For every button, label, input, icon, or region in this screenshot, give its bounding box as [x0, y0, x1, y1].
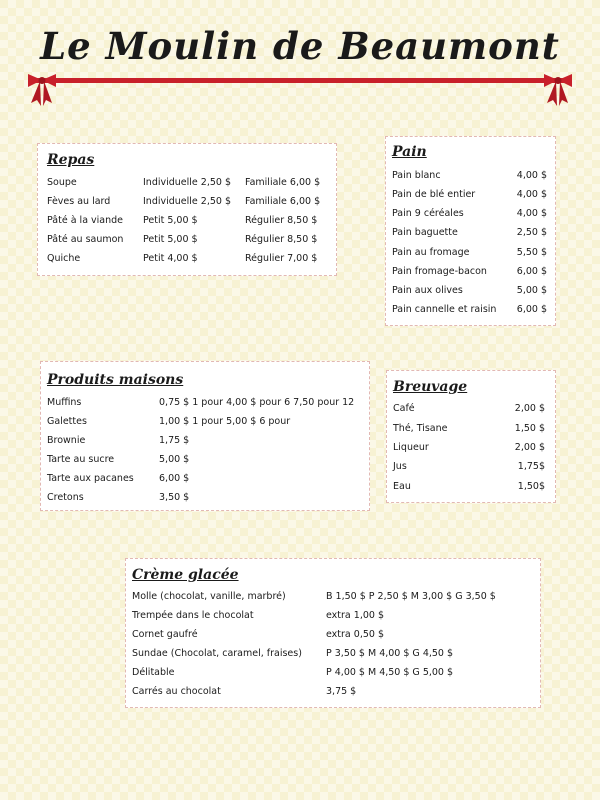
pain-panel — [385, 136, 556, 326]
ribbon-decoration — [0, 70, 600, 110]
creme-title: Crème glacée — [132, 567, 239, 583]
breuvage-item-price: 2,00 $ — [514, 403, 545, 414]
creme-item-name: Sundae (Chocolat, caramel, fraises) — [132, 648, 302, 659]
pain-item-name: Pain de blé entier — [392, 189, 476, 200]
breuvage-item-price: 1,50$ — [517, 481, 545, 492]
breuvage-item-name: Café — [393, 403, 415, 414]
creme-item-name: Cornet gaufré — [132, 629, 198, 640]
produits-item-name: Galettes — [47, 416, 87, 427]
breuvage-item-name: Liqueur — [393, 442, 429, 453]
creme-item-price: P 3,50 $ M 4,00 $ G 4,50 $ — [326, 648, 454, 659]
produits-item-name: Cretons — [47, 492, 84, 503]
repas-item-price-small: Individuelle 2,50 $ — [143, 177, 232, 188]
pain-item-name: Pain au fromage — [392, 247, 470, 258]
creme-item-price: B 1,50 $ P 2,50 $ M 3,00 $ G 3,50 $ — [326, 591, 496, 602]
produits-item-price: 6,00 $ — [159, 473, 190, 484]
pain-item-price: 4,00 $ — [516, 170, 547, 181]
produits-item-price: 3,50 $ — [159, 492, 190, 503]
repas-item-name: Quiche — [47, 253, 81, 264]
repas-item-price-large: Familiale 6,00 $ — [245, 196, 321, 207]
repas-item-price-small: Petit 5,00 $ — [143, 215, 198, 226]
page-title: Le Moulin de Beaumont — [40, 24, 560, 68]
creme-item-name: Trempée dans le chocolat — [132, 610, 254, 621]
produits-item-price: 1,75 $ — [159, 435, 190, 446]
breuvage-panel — [386, 370, 556, 503]
creme-panel — [125, 558, 541, 708]
pain-title: Pain — [392, 144, 427, 160]
pain-item-price: 5,00 $ — [516, 285, 547, 296]
bow-right-icon — [544, 74, 572, 106]
creme-item-price: extra 0,50 $ — [326, 629, 384, 640]
creme-item-name: Carrés au chocolat — [132, 686, 221, 697]
repas-title: Repas — [47, 152, 95, 168]
ribbon-band — [30, 78, 570, 83]
pain-item-price: 6,00 $ — [516, 304, 547, 315]
produits-item-name: Brownie — [47, 435, 86, 446]
breuvage-item-name: Eau — [393, 481, 411, 492]
breuvage-title: Breuvage — [393, 379, 468, 395]
repas-item-name: Pâté au saumon — [47, 234, 124, 245]
repas-item-name: Soupe — [47, 177, 77, 188]
repas-item-name: Fèves au lard — [47, 196, 111, 207]
repas-item-price-large: Régulier 8,50 $ — [245, 234, 318, 245]
produits-item-price: 0,75 $ 1 pour 4,00 $ pour 6 7,50 pour 12 — [159, 397, 355, 408]
creme-item-name: Molle (chocolat, vanille, marbré) — [132, 591, 286, 602]
breuvage-item-name: Thé, Tisane — [393, 423, 448, 434]
creme-item-price: 3,75 $ — [326, 686, 357, 697]
produits-item-price: 5,00 $ — [159, 454, 190, 465]
pain-item-name: Pain blanc — [392, 170, 441, 181]
pain-item-name: Pain fromage-bacon — [392, 266, 487, 277]
produits-title: Produits maisons — [47, 372, 184, 388]
repas-item-price-large: Régulier 8,50 $ — [245, 215, 318, 226]
breuvage-item-price: 1,50 $ — [514, 423, 545, 434]
bow-left-icon — [28, 74, 56, 106]
repas-item-price-large: Régulier 7,00 $ — [245, 253, 318, 264]
pain-item-name: Pain baguette — [392, 227, 458, 238]
repas-item-price-large: Familiale 6,00 $ — [245, 177, 321, 188]
creme-item-price: extra 1,00 $ — [326, 610, 384, 621]
pain-item-name: Pain aux olives — [392, 285, 463, 296]
repas-item-price-small: Petit 4,00 $ — [143, 253, 198, 264]
breuvage-item-price: 1,75$ — [517, 461, 545, 472]
repas-item-price-small: Petit 5,00 $ — [143, 234, 198, 245]
pain-item-price: 2,50 $ — [516, 227, 547, 238]
repas-item-price-small: Individuelle 2,50 $ — [143, 196, 232, 207]
pain-item-price: 4,00 $ — [516, 208, 547, 219]
creme-item-name: Délitable — [132, 667, 175, 678]
pain-item-price: 5,50 $ — [516, 247, 547, 258]
produits-item-name: Tarte aux pacanes — [47, 473, 134, 484]
pain-item-name: Pain 9 céréales — [392, 208, 464, 219]
repas-item-name: Pâté à la viande — [47, 215, 124, 226]
produits-item-name: Muffins — [47, 397, 82, 408]
pain-item-name: Pain cannelle et raisin — [392, 304, 497, 315]
breuvage-item-price: 2,00 $ — [514, 442, 545, 453]
produits-item-price: 1,00 $ 1 pour 5,00 $ 6 pour — [159, 416, 291, 427]
produits-panel — [40, 361, 370, 511]
produits-item-name: Tarte au sucre — [47, 454, 115, 465]
repas-panel — [37, 143, 337, 276]
pain-item-price: 6,00 $ — [516, 266, 547, 277]
creme-item-price: P 4,00 $ M 4,50 $ G 5,00 $ — [326, 667, 454, 678]
pain-item-price: 4,00 $ — [516, 189, 547, 200]
breuvage-item-name: Jus — [393, 461, 407, 472]
